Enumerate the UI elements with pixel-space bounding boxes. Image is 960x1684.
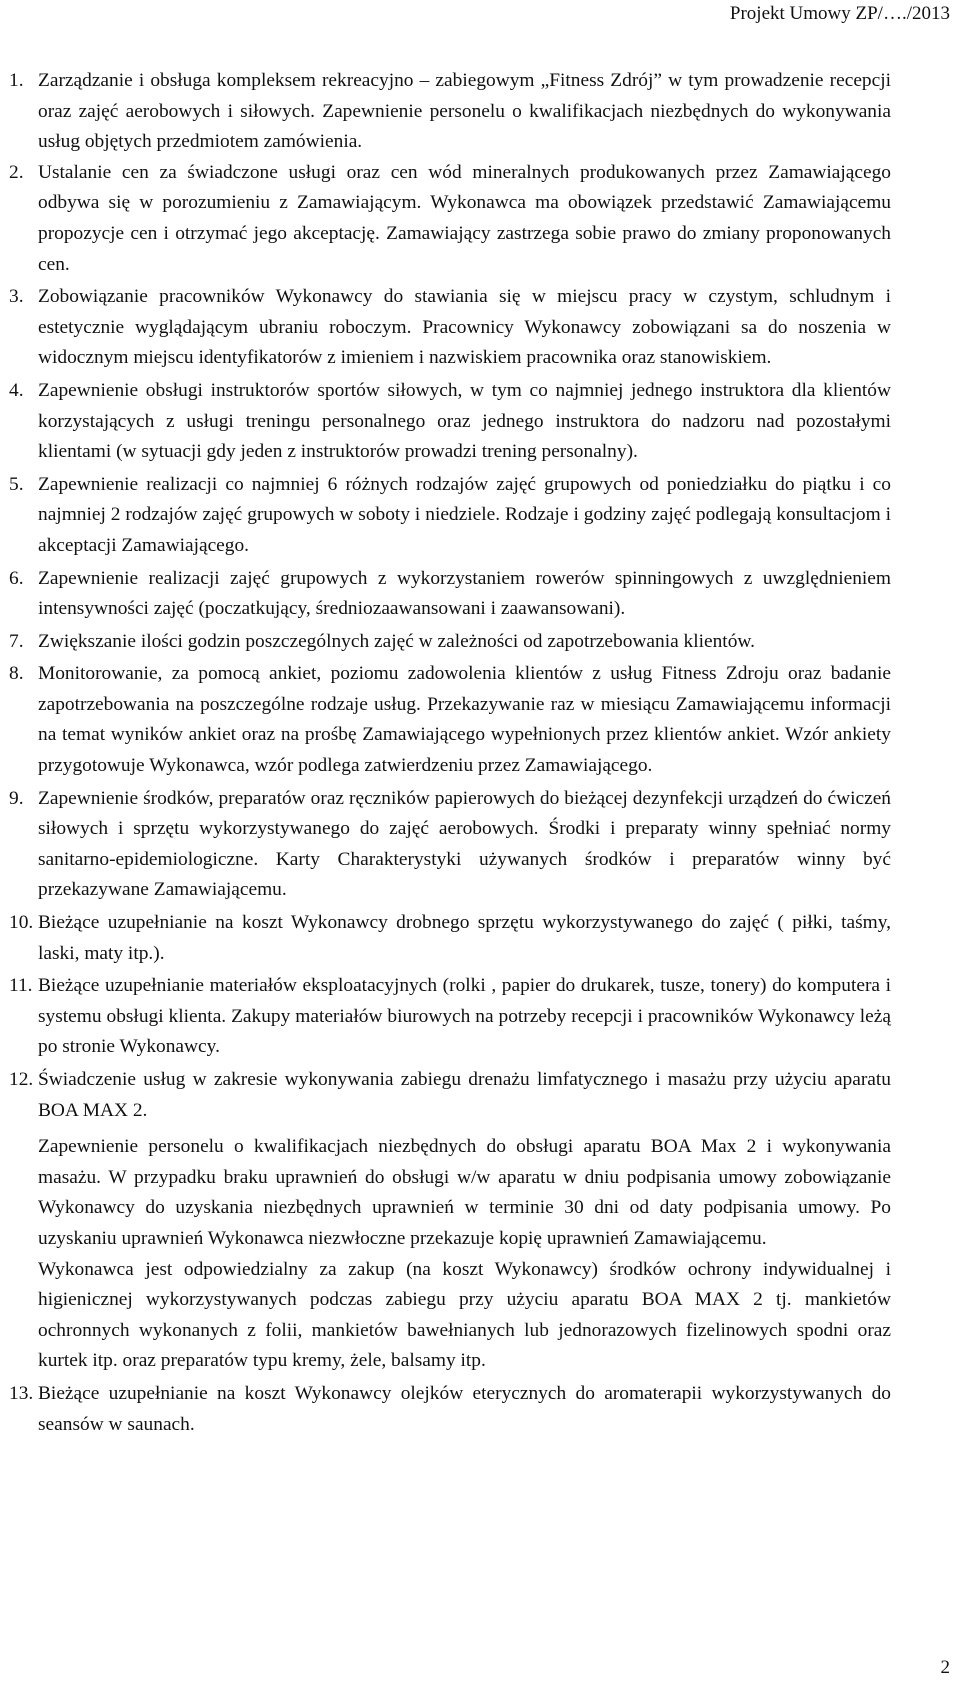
list-item-12 <box>9 1065 891 1126</box>
item-number: 13. <box>9 1382 34 1404</box>
item-text: Zobowiązanie pracowników Wykonawcy do stawiania się w miejscu pracy w czystym, schludnym i estetycznie wyglądającym ubraniu roboczym. Pracownicy Wykonawcy zobowiązani sa do noszenia w widocznym miejscu identyfikatorów z imieniem i nazwiskiem pracownika oraz stanowiskiem. <box>38 286 891 369</box>
list-item-6 <box>9 564 891 625</box>
item-number: 5. <box>9 473 24 495</box>
item-number: 4. <box>9 379 24 401</box>
item-text: Bieżące uzupełnianie materiałów eksploatacyjnych (rolki , papier do drukarek, tusze, tonery) do komputera i systemu obsługi klienta. Zakupy materiałów biurowych na potrzeby recepcji i pracowników Wykonawcy leżą po stronie Wykonawcy. <box>38 975 891 1058</box>
page-number: 2 <box>940 1657 950 1678</box>
item-text: Zwiększanie ilości godzin poszczególnych zajęć w zależności od zapotrzebowania klientów. <box>38 630 755 652</box>
list-item-7 <box>9 627 891 658</box>
list-item-5 <box>9 470 891 562</box>
item-text: Bieżące uzupełnianie na koszt Wykonawcy drobnego sprzętu wykorzystywanego do zajęć ( piłki, taśmy, laski, maty itp.). <box>38 912 891 964</box>
item-number: 12. <box>9 1069 34 1090</box>
item-number: 10. <box>9 912 34 934</box>
item-number: 6. <box>9 567 24 589</box>
item-text: Zapewnienie realizacji co najmniej 6 różnych rodzajów zajęć grupowych od poniedziałku do piątku i co najmniej 2 rodzajów zajęć grupowych w soboty i niedziele. Rodzaje i godziny zajęć podlegają konsultacjom i akceptacji Zamawiającego. <box>38 473 891 556</box>
item-12-paragraph-2: Wykonawca jest odpowiedzialny za zakup (na koszt Wykonawcy) środków ochrony indywidualnej i higienicznej wykorzystywanych podczas zabiegu przy użyciu aparatu BOA MAX 2 tj. mankietów ochronnych wykonanych z folii, mankietów bawełnianych lub jednorazowych fizelinowych spodni oraz kurtek itp. oraz preparatów typu kremy, żele, balsamy itp. <box>38 1258 891 1372</box>
item-number: 1. <box>9 70 24 91</box>
list-item-9 <box>9 784 891 906</box>
item-number: 7. <box>9 630 24 652</box>
item-text: Bieżące uzupełnianie na koszt Wykonawcy olejków eterycznych do aromaterapii wykorzystywanych do seansów w saunach. <box>38 1382 891 1435</box>
item-number: 2. <box>9 161 24 183</box>
list-item-3 <box>9 282 891 374</box>
item-text: Świadczenie usług w zakresie wykonywania zabiegu drenażu limfatycznego i masażu przy użyciu aparatu BOA MAX 2. <box>38 1069 891 1121</box>
item-text: Monitorowanie, za pomocą ankiet, poziomu zadowolenia klientów z usług Fitness Zdroju oraz badanie zapotrzebowania na poszczególne rodzaje usług. Przekazywanie raz w miesiącu Zamawiającemu informacji na temat wyników ankiet oraz na prośbę Zamawiającego wypełnionych przez klientów ankiet. Wzór ankiety przygotowuje Wykonawca, wzór podlega zatwierdzeniu przez Zamawiającego. <box>38 663 891 777</box>
item-text: Zarządzanie i obsługa kompleksem rekreacyjno – zabiegowym „Fitness Zdrój” w tym prowadzenie recepcji oraz zajęć aerobowych i siłowych. Zapewnienie personelu o kwalifikacjach niezbędnych do wykonywania usług objętych przedmiotem zamówienia. <box>38 70 891 153</box>
item-text: Zapewnienie realizacji zajęć grupowych z wykorzystaniem rowerów spinningowych z uwzględnieniem intensywności zajęć (poczatkujący, średniozaawansowani i zaawansowani). <box>38 567 891 620</box>
document-body <box>0 66 960 1440</box>
item-number: 3. <box>9 286 24 308</box>
item-text: Zapewnienie środków, preparatów oraz ręczników papierowych do bieżącej dezynfekcji urządzeń do ćwiczeń siłowych i sprzętu wykorzystywanego do zajęć aerobowych. Środki i preparaty winny spełniać normy sanitarno-epidemiologiczne. Karty Charakterystyki używanych środków i preparatów winny być przekazywane Zamawiającemu. <box>38 787 891 901</box>
item-number: 9. <box>9 787 24 809</box>
item-number: 8. <box>9 663 24 685</box>
list-item-10 <box>9 908 891 969</box>
list-item-1 <box>9 66 891 158</box>
list-item-11 <box>9 971 891 1063</box>
item-12-paragraph-1: Zapewnienie personelu o kwalifikacjach niezbędnych do obsługi aparatu BOA Max 2 i wykonywania masażu. W przypadku braku uprawnień do obsługi w/w aparatu w dniu podpisania umowy zobowiązanie Wykonawcy do uzyskania niezbędnych uprawnień w terminie 30 dni od daty podpisania umowy. Po uzyskaniu uprawnień Wykonawca niezwłoczne przekazuje kopię uprawnień Zamawiającemu. <box>38 1136 891 1249</box>
page-header: Projekt Umowy ZP/…./2013 <box>729 3 950 24</box>
item-text: Ustalanie cen za świadczone usługi oraz cen wód mineralnych produkowanych przez Zamawiającego odbywa się w porozumieniu z Zamawiającym. Wykonawca ma obowiązek przedstawić Zamawiającemu propozycje cen i otrzymać jego akceptację. Zamawiający zastrzega sobie prawo do zmiany proponowanych cen. <box>38 161 891 275</box>
list-item-4 <box>9 376 891 468</box>
item-number: 11. <box>9 975 33 997</box>
list-item-2 <box>9 158 891 280</box>
item-text: Zapewnienie obsługi instruktorów sportów siłowych, w tym co najmniej jednego instruktora dla klientów korzystających z usługi treningu personalnego oraz jednego instruktora do nadzoru nad pozostałymi klientami (w sytuacji gdy jeden z instruktorów prowadzi trening personalny). <box>38 379 891 463</box>
list-item-13 <box>9 1379 891 1440</box>
list-item-8 <box>9 659 891 781</box>
